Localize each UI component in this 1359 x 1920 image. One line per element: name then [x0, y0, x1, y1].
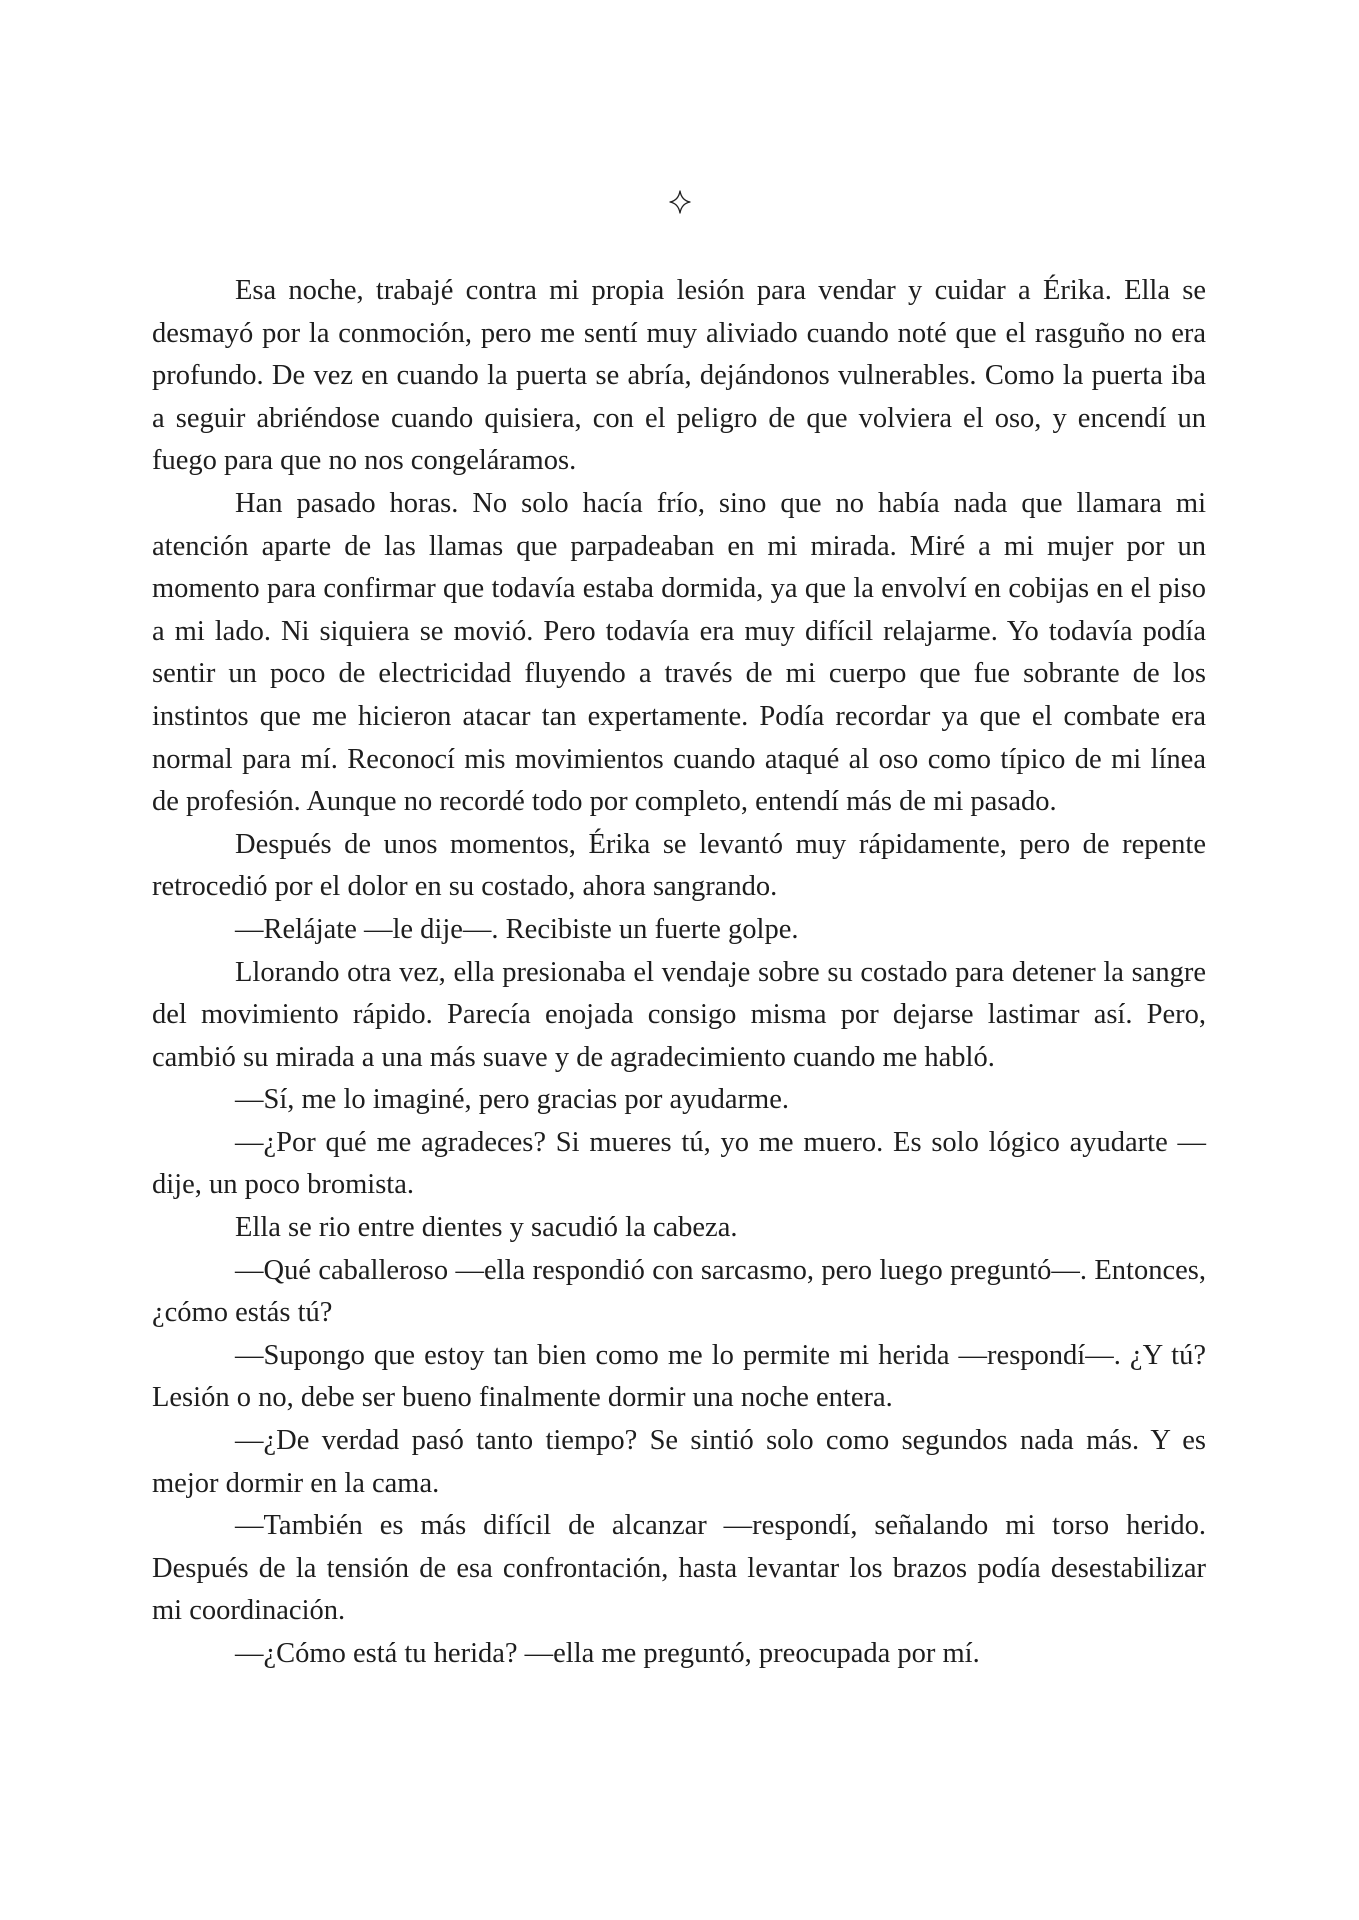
paragraph: Después de unos momentos, Érika se levantó muy rápidamente, pero de repente retrocedió por el dolor en su costado, ahora sangrando. — [152, 828, 1206, 903]
dialogue-line: —Qué caballeroso —ella respondió con sarcasmo, pero luego preguntó—. Entonces, ¿cómo estás tú? — [152, 1254, 1206, 1329]
body-text — [152, 270, 1206, 1676]
paragraph: Esa noche, trabajé contra mi propia lesión para vendar y cuidar a Érika. Ella se desmayó por la conmoción, pero me sentí muy aliviado cuando noté que el rasguño no era profundo. De vez en cuando la puerta se abría, dejándonos vulnerables. Como la puerta iba a seguir abriéndose cuando quisiera, con el peligro de que volviera el oso, y encendí un fuego para que no nos congeláramos. — [152, 275, 1206, 477]
paragraph: Llorando otra vez, ella presionaba el vendaje sobre su costado para detener la sangre del movimiento rápido. Parecía enojada consigo misma por dejarse lastimar así. Pero, cambió su mirada a una más suave y de agradecimiento cuando me habló. — [152, 956, 1206, 1073]
dialogue-line: —¿De verdad pasó tanto tiempo? Se sintió solo como segundos nada más. Y es mejor dormir en la cama. — [152, 1425, 1206, 1499]
dialogue-line: —Supongo que estoy tan bien como me lo permite mi herida —respondí—. ¿Y tú? Lesión o no, debe ser bueno finalmente dormir una noche entera. — [152, 1339, 1206, 1414]
dialogue-line: —Sí, me lo imaginé, pero gracias por ayudarme. — [235, 1084, 789, 1116]
dialogue-line: —¿Cómo está tu herida? —ella me preguntó, preocupada por mí. — [235, 1638, 980, 1669]
dialogue-line: —También es más difícil de alcanzar —respondí, señalando mi torso herido. Después de la tensión de esa confrontación, hasta levantar los brazos podía desestabilizar mi coordinación. — [152, 1510, 1206, 1627]
paragraph: Han pasado horas. No solo hacía frío, sino que no había nada que llamara mi atención aparte de las llamas que parpadeaban en mi mirada. Miré a mi mujer por un momento para confirmar que todavía estaba dormida, ya que la envolví en cobijas en el piso a mi lado. Ni siquiera se movió. Pero todavía era muy difícil relajarme. Yo todavía podía sentir un poco de electricidad fluyendo a través de mi cuerpo que fue sobrante de los instintos que me hicieron atacar tan expertamente. Podía recordar ya que el combate era normal para mí. Reconocí mis movimientos cuando ataqué al oso como típico de mi línea de profesión. Aunque no recordé todo por completo, entendí más de mi pasado. — [152, 487, 1206, 818]
section-break-ornament — [0, 182, 1359, 222]
paragraph: Ella se rio entre dientes y sacudió la cabeza. — [235, 1212, 738, 1244]
dialogue-line: —Relájate —le dije—. Recibiste un fuerte golpe. — [235, 913, 799, 945]
four-point-star-icon — [669, 190, 691, 214]
dialogue-line: —¿Por qué me agradeces? Si mueres tú, yo me muero. Es solo lógico ayudarte —dije, un poco bromista. — [152, 1126, 1206, 1201]
